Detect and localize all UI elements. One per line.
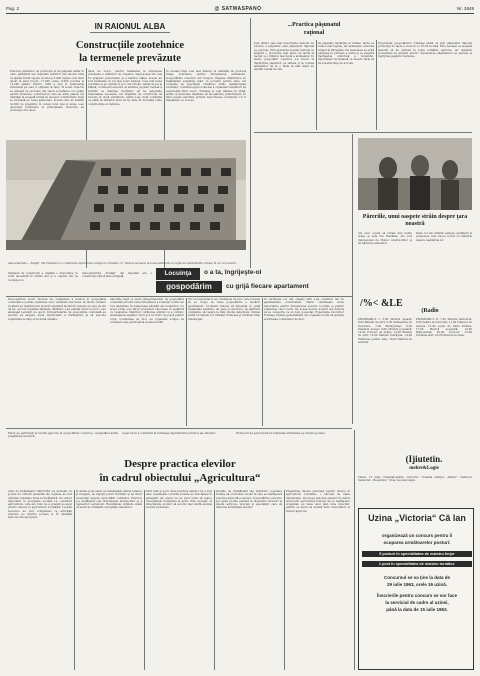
apartment-building-image <box>6 140 246 250</box>
uzina-ad <box>358 508 474 670</box>
radio-subhead: (Radio <box>421 308 439 314</box>
right-top-col-2: Pe păşunile împărţite în tarlale, iarba se reface mai repede, iar animalele consumă furajul în întregime. De asemenea se evită călcarea în picioare a ierbii şi se asigură îngrăşarea uniformă a terenului. Specialiştii recomandă ca fiecare tarla să fie folosită timp de 4-6 zile. <box>318 42 374 65</box>
right-top-bottom-rule <box>254 132 472 133</box>
students-col-1: Anul de învăţământ 1962/1963 s-a încheiat. În şcolile de cultură generală din regiune au fost obţinute rezultate bune la învăţătură. Un obiect important în programa şcolară l-a constituit agricultura, care are rolul de a pregăti pe elevi pentru munca în agricultura socialistă. Lecţiile teoretice au fost completate cu activităţi practice pe loturile şcolare şi în unităţile agricole din apropiere. <box>8 490 72 519</box>
uzina-ad-line3: 5 posturi în specialitatea de maistru forjor <box>362 551 472 557</box>
mid-col-1: Sarcinile mari ce revin întreprinderilor de gospodărie comunală privind buna întreţinere a fondului locativ au fost dezbătute în numeroase adunări ale locatarilor. Cu acest prilej s-au făcut propuneri valoroase în legătură cu repararea clădirilor, curăţenia scărilor şi a curţilor, amenajarea spaţiilor verzi şi a locurilor de joacă pentru copii. Comitetele de bloc au organizat echipe de voluntari care participă la aceste lucrări. <box>110 298 184 324</box>
county-kicker: IN RAIONUL ALBA <box>94 22 166 31</box>
apartment-photo <box>6 140 246 250</box>
section-rule <box>354 430 355 670</box>
col-rule <box>214 490 215 670</box>
paper-name: @ SATMASPANO <box>214 5 262 12</box>
lower-top-col-3: Profesorii de agricultură au îndrumat activitatea pe loturile şcolare. <box>236 432 326 435</box>
county-col-3: In acelaşi timp s-au luat măsuri ca unităţile să producă furaje suficiente pentru întreţinerea animalelor. Gospodăriile colective din Ciugud, Oiejdea, Sântimbru au însămânţat suprafeţe mari cu porumb pentru siloz, iar comisiile de specialişti urmăresc zilnic desfăşurarea lucrărilor. Consiliul agricol raional a organizat schimburi de experienţă între G.A.C. fruntaşe şi cele rămase în urmă, astfel ca metodele înaintate să fie aplicate pretutindeni. În felul acesta sarcinile privind dezvoltarea zootehniei vor fi îndeplinite cu succes. <box>166 70 246 103</box>
jijutetin-headline: (Ijiutetin. <box>405 454 443 464</box>
home-headline-part1: o a ta, îngrijeşte-ol <box>204 269 262 276</box>
radio-col-2: PROGRAMUL II: 7,30 Muzică simfonică; 9,30 Teatru la microfon; 11,00 Cântece de muncă; 15,00 Lecţii de limbi străine; 17,00 Muzică populară; 19,00 Radiojurnal; 20,00 Concert; 22,00 Ultimele ştiri; 23,00 Muzică de dans. <box>416 318 472 338</box>
uzina-ad-line2: ocuparea următoarelor posturi: <box>383 540 451 545</box>
right-top-col-1: Una dintre cele mai importante metode de folosire a păşunilor este păşunatul raţional pe parcele. Prin aplicarea acestei metode se asigură o producţie mai mare de iarbă la hectar şi o hrănire mai bună a animalelor. În multe gospodării colective s-a trecut la împărţirea păşunilor pe tarlale şi la rotirea animalelor de la o tarla la alta după un anumit număr de zile. <box>254 42 314 71</box>
photo-caption: Autocamerista – „Fosfaţi“ din Capitală cu o construcţie tipică, bine aranjat în circulaţia „3“. Deşi se lucrează pe toate şantierele în regim de apartamente, trăiesc în cei 12 locuitori. <box>8 262 237 265</box>
home-tag: Locuinţa <box>156 268 200 280</box>
uzina-ad-line6: 29 iulie 1963, orele 16 uzină. <box>386 582 448 587</box>
section-rule <box>352 134 353 424</box>
mid-col-2: Un rol important îl au comitetele de bloc care trebuie să se ocupe de buna gospodărire a fiecărui apartament. Locatarii trebuie să întreţină cu grijă instalaţiile sanitare, de gaze şi electrice, să păstreze curăţenia, să repare la timp micile defecţiuni. Numai astfel locuinţele vor rămâne frumoase şi durabile timp îndelungat. <box>188 298 260 321</box>
county-headline-1: Construcțiile zootehnice <box>75 40 185 51</box>
guest-visit-image <box>358 138 472 210</box>
students-col-4: Secţiile de învăţământ ale sfaturilor populare trebuie să controleze modul în care se desfăşoară practica agricolă a elevilor. Gospodăriile colective pot ajuta şcolile punând la dispoziţie terenuri şi unelte agricole, precum şi specialişti care să îndrume activitatea elevilor. <box>216 490 282 510</box>
jijutetin-subhead: mebre&Logie <box>409 466 439 471</box>
students-col-2: În multe şcoli elevii au însămânţat plante tehnice şi furajere, au îngrijit pomii fructiferi şi au făcut observaţii asupra dezvoltării culturilor. Practica s-a desfăşurat sub îndrumarea profesorilor şi a inginerilor agronomi. Rezultatele obţinute arată că elevii au dobândit cunoştinţe temeinice. <box>76 490 142 510</box>
kicker-underline <box>90 32 170 33</box>
col-rule <box>262 298 263 426</box>
right-top-col-3: Experienţa gospodăriilor fruntaşe arată că prin păşunatul raţional producţia de lapte a crescut cu 15-20 la sută. Este necesar ca această metodă să fie extinsă în toate unităţile agricole, iar inginerii zootehnişti să sprijine efectiv organizarea păşunatului pe parcele şi îngrijirea pajiştilor naturale. <box>378 42 472 58</box>
students-headline-2: în cadrul obiectului „Agricultura“ <box>99 472 261 484</box>
section-rule <box>250 18 251 268</box>
mid-col-3: În cartierele noi din oraşele ţării s-au construit mii de apartamente confortabile. Statul cheltuieşte sume importante pentru întreţinerea acestor locuinţe şi pentru repararea celor vechi. De aceea fiecare locatar are datoria să se comporte ca un bun gospodar. Experienţa blocurilor fruntaşe trebuie generalizată, iar organele locale să sprijine activitatea comitetelor de bloc. <box>264 298 344 321</box>
col-rule <box>316 40 317 130</box>
radio-headline: /%< &LE <box>360 298 403 309</box>
county-col-1: Practica pluzarilor de producţie şi de păşunat astfel în care, pământul are regiunile valorilor din raionul Alba ca planul 8.000 capete bovine şi 5.000 capete ovin mult decât în anul trecut. 17.500 ovine, 8.000 porcine şi 12.500 păsări. Pentru 1963 a fost şi rezervarea suficientă pe care îi obţinem la timp. În acest obiectiv se adaugă ca sectoare din raion zootehnice noi spaţii pentru sinterele, constructori care au atins planul, iar unităţile la această fermă au început construcţiile. Deşi se lucrează pe toate şantierele, aceste care au stabilit lucrări de pregătire în cursul lunii mai şi iunie, s-au dezvoltat termenele la principalele obiective de producţie din raion. <box>10 70 84 112</box>
home-headline-word: gospodărim <box>156 281 222 293</box>
masthead <box>6 4 474 14</box>
students-col-5: Pregătirea tinerei generaţii pentru munca în agricultură constituie o sarcină de mare răspundere. De aceea practica elevilor în cadrul obiectului agricultura trebuie să se desfăşoare organizat, pe baza unui plan bine întocmit, pentru ca elevii să devină buni cunoscători ai muncii agricole. <box>286 490 350 513</box>
col-rule <box>186 298 187 426</box>
uzina-ad-line9: până la data de 15 iulie 1963. <box>386 607 448 612</box>
home-col-2: Autocamerista „Fosfaţi“ din Capitală are o construcţie tipică bine aranjată. <box>82 272 152 279</box>
county-col-2: dacă de G.A.C. pentru realizarea la termenele prevăzute a clădirilor de creştere, după aceea din cele 10 grajduri proiectante şi a marilor stâne, aceste au fost terminate în cel mai scurt termen. Cele mai bune rezultate le au obţinut G.A.C. din Cricău, Galda de Jos şi Mihalţ. Comitetul executiv al sfatului popular raional a hotărât ca înaintea lucrărilor să fie asigurate materialele necesare, iar brigăzile de construcţii să lucreze în două schimburi. Astfel s-au creat condiţiile ca până la sfârşitul lunii să fie date în folosinţă toate construcţiile zootehnice. <box>88 70 162 106</box>
mid-rule <box>6 296 352 297</box>
uzina-ad-line8: la serviciul de cadre al uzinei, <box>385 600 449 605</box>
uzina-ad-line5: Concursul se va ţine la data de <box>383 575 451 580</box>
county-headline-2: la termenele prevăzute <box>79 53 181 64</box>
uzina-ad-headline: Uzina „Victoria“ Că lan <box>368 513 466 523</box>
page-label: Pag. 2 <box>6 6 20 11</box>
issue-number: Nr. 2649 <box>456 6 474 11</box>
guest-photo <box>358 138 472 210</box>
students-headline-1: Despre practica elevilor <box>124 458 236 470</box>
right-top-headline-1: ...Practica păşunatul <box>287 22 341 28</box>
uzina-ad-line1: organizează un concurs pentru îi <box>381 533 453 538</box>
lower-top-col-1: Elevii au participat la lucrări agricole în gospodăriile colective, completând astfel pregătirea teoretică. <box>8 432 118 439</box>
home-headline-box <box>156 268 356 294</box>
uzina-ad-line7: Înscrierile pentru concurs se vor face <box>376 593 458 598</box>
lower-rule <box>6 428 352 429</box>
guest-headline: Păreriile, unui oaspete străin despre ţara noastră <box>362 214 468 227</box>
col-rule <box>144 490 145 670</box>
guest-col-2: Peste tot am întâlnit oameni ospitalieri şi prietenoşi care mi-au vorbit cu mândrie despre realizările lor. <box>416 232 472 242</box>
col-rule <box>74 490 75 670</box>
radio-col-1: PROGRAMUL I: 5,00 Muzică uşoară; 6,00 Buletin de ştiri; 6,30 Gimnastica de înviorare; 7,00 Radiojurnal; 8,00 Sumarul presei; 9,00 Muzică populară; 10,00 Concert de prânz; 12,00 Buletin de ştiri; 13,00 Melodii îndrăgite; 14,00 Emisiune pentru sate; 16,00 Muzică de estradă. <box>358 318 412 344</box>
home-headline-part2: cu grijă fiecare apartament <box>226 283 309 290</box>
left-mid-col: Descoperirea noilor metode de organizare a muncii în gospodăria comunală a permis obţinerea unor rezultate mai bune. În multe cartiere locatarii au realizat prin muncă voluntară lucrări în valoare de sute de mii de lei. Au fost reparate faţadele clădirilor, s-au plantat arbori şi flori, s-au amenajat terenuri de sport. Întreprinderile de gospodărie comunală au sarcina să asigure buna funcţionare a instalaţiilor şi să execute reparaţiile la timp şi de bună calitate. <box>8 298 106 321</box>
col-rule <box>376 40 377 130</box>
students-col-3: Sunt însă şi şcoli unde practica elevilor nu a fost bine organizată. Loturile şcolare au fost lăsate în paragină, iar elevii nu au avut unde să aplice cunoştinţele dobândite la lecţii. Este necesar ca direcţiunile şcolilor să acorde mai multă atenţie acestei probleme. <box>146 490 212 510</box>
right-lower-col: Vineri, 12 iulie: Cinematograful „Victoria“: Toamna ştiinţei; „Patria“: Cântecul fierarului; „Republica“: Ziua cea mai lungă. <box>358 476 472 483</box>
right-top-headline-2: raţional <box>303 30 325 36</box>
guest-col-1: Am avut ocazia să vizitez mai multe oraşe şi sate din România. Am fost impresionat de ritmul construcţiilor şi de hărnicia oamenilor. <box>358 232 412 245</box>
lower-top-col-2: Acest lucru a contribuit la formarea deprinderilor practice ale tinerilor. <box>122 432 217 435</box>
uzina-ad-line4: 1 post în specialitatea de maistru turnător. <box>362 561 472 567</box>
home-col-1: Sistemul de construcţii a căpătat o dezvoltare cu totul deosebită în ultimii ani şi a cuprins mii de locuinţe noi. <box>8 272 78 282</box>
col-rule <box>284 490 285 670</box>
